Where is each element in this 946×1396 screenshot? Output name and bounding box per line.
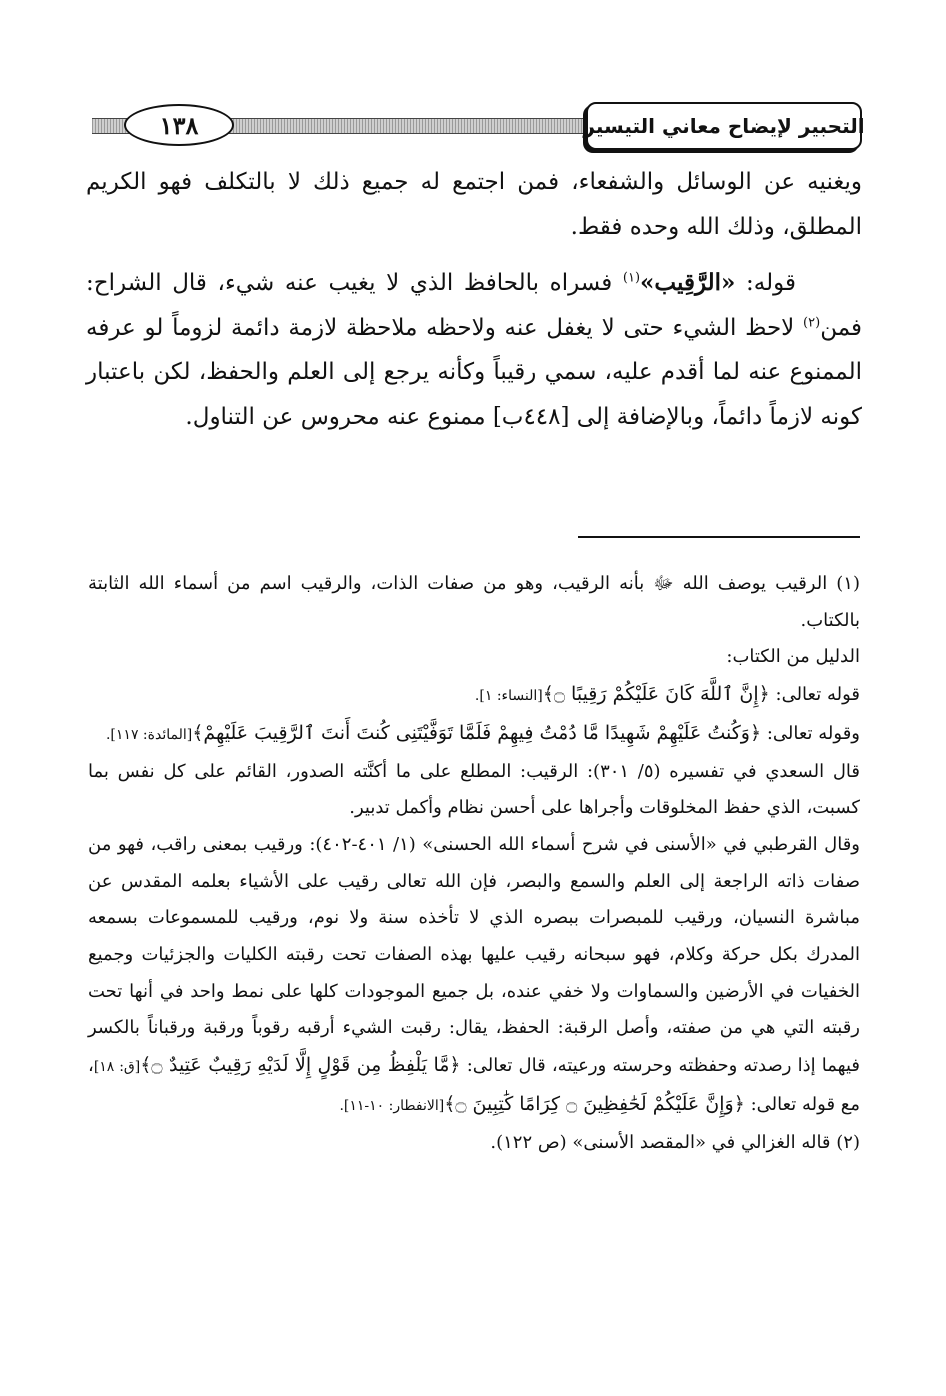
verse-1-ref: [النساء: ١]. (474, 688, 543, 705)
qurtubi-verse-b: ﴿وَإِنَّ عَلَيْكُمْ لَحَٰفِظِينَ ۝ كِرَامًا كَٰتِبِينَ ۝﴾ (444, 1092, 745, 1115)
main-text (86, 160, 862, 439)
verse-2-text: ﴿وَكُنتُ عَلَيْهِمْ شَهِيدًا مَّا دُمْتُ فِيهِمْ فَلَمَّا تَوَفَّيْتَنِى كُنتَ أَنتَ ٱلرَّقِيبَ عَلَيْهِمْ﴾ (192, 721, 762, 744)
book-title-box (583, 102, 865, 150)
footnote-separator (578, 536, 860, 538)
footnote-2: (٢) قاله الغزالي في «المقصد الأسنى» (ص ١٢٢). (490, 1131, 860, 1153)
page-number-oval (124, 104, 234, 146)
qurtubi-ref-b: [الانفطار: ١٠-١١]. (339, 1097, 445, 1114)
paragraph-text-a: فسراه بالحافظ الذي لا يغيب عنه شيء، قال الشراح: فمن (86, 270, 862, 341)
qurtubi-quote (88, 827, 860, 1125)
page-number: ١٣٨ (159, 110, 199, 140)
main-paragraph-2 (86, 261, 862, 439)
paragraph-text-b: لاحظ الشيء حتى لا يغفل عنه ولاحظه ملاحظة لازمة دائمة لزوماً لو عرفه الممنوع عنه لما أقدم عليه، سمي رقيباً وكأنه يرجع إلى العلم والحفظ، لكن باعتبار كونه لازماً دائماً، وبالإضافة إلى [٤٤٨ب] ممنوع عنه محروس عن التناول. (86, 314, 862, 430)
verse-2-lead: وقوله تعالى: (761, 722, 860, 744)
evidence-heading: الدليل من الكتاب: (726, 646, 860, 668)
footnote-1-intro: (١) الرقيب يوصف الله ﷻ بأنه الرقيب، وهو من صفات الذات، والرقيب اسم من أسماء الله الثابتة بالكتاب. (88, 573, 860, 631)
book-title: التحبير لإيضاح معاني التيسير (583, 114, 865, 138)
qurtubi-ref-a: [ق: ١٨] (93, 1059, 141, 1076)
footnote-ref-2: (٢) (803, 314, 821, 330)
main-paragraph-1: ويغنيه عن الوسائل والشفعاء، فمن اجتمع له جميع ذلك لا بالتكلف فهو الكريم المطلق، وذلك الله وحده فقط. (86, 169, 862, 240)
verse-1-line (88, 676, 860, 715)
footnote-ref-1: (١) (622, 270, 641, 286)
verse-2-ref: [المائدة: ١١٧]. (105, 726, 193, 743)
verse-1-lead: قوله تعالى: (769, 684, 860, 706)
verse-1-text: ﴿إِنَّ ٱللَّهَ كَانَ عَلَيْكُمْ رَقِيبًا ۝﴾ (542, 683, 770, 706)
footnotes (88, 566, 860, 1161)
verse-2-line (88, 715, 860, 754)
saadi-quote: قال السعدي في تفسيره (٥/ ٣٠١): الرقيب: المطلع على ما أكنَّته الصدور، القائم على كل نفس بما كسبت، الذي حفظ المخلوقات وأجراها على أحسن نظام وأكمل تدبير. (88, 760, 860, 819)
defined-term: «الرَّقِيب» (640, 269, 736, 296)
qurtubi-text-b: ، مع قوله تعالى: (88, 1055, 860, 1115)
qurtubi-verse-a: ﴿مَّا يَلْفِظُ مِن قَوْلٍ إِلَّا لَدَيْهِ رَقِيبٌ عَتِيدٌ ۝﴾ (140, 1054, 461, 1077)
qurtubi-text-a: وقال القرطبي في «الأسنى في شرح أسماء الله الحسنى» (١/ ٤٠١-٤٠٢): ورقيب بمعنى راقب، فهو من صفات ذاته الراجعة إلى العلم والسمع والبصر، فإن الله تعالى رقيب على الأشياء بعلمه المقدس عن مباشرة النسيان، ورقيب للمبصرات ببصره الذي لا تأخذه سنة ولا نوم، ورقيب للمسموعات بسمعه المدرك بكل حركة وكلام، فهو سبحانه رقيب عليها بهذه الصفات تحت رقبته الكليات والجزئيات وجميع الخفيات في الأرضين والسماوات ولا خفي عنده، بل جميع الموجودات كلها على نمط واحد في أنها تحت رقبته التي هي من صفته، وأصل الرقبة: الحفظ، يقال: رقبت الشيء أرقبه رقوباً ورقبة ورقباناً بالكسر فيهما إذا رصدته وحفظته وحرسته ورعيته، قال تعالى: (88, 833, 860, 1077)
running-header (92, 96, 865, 156)
paragraph-lead: قوله: (735, 270, 796, 296)
